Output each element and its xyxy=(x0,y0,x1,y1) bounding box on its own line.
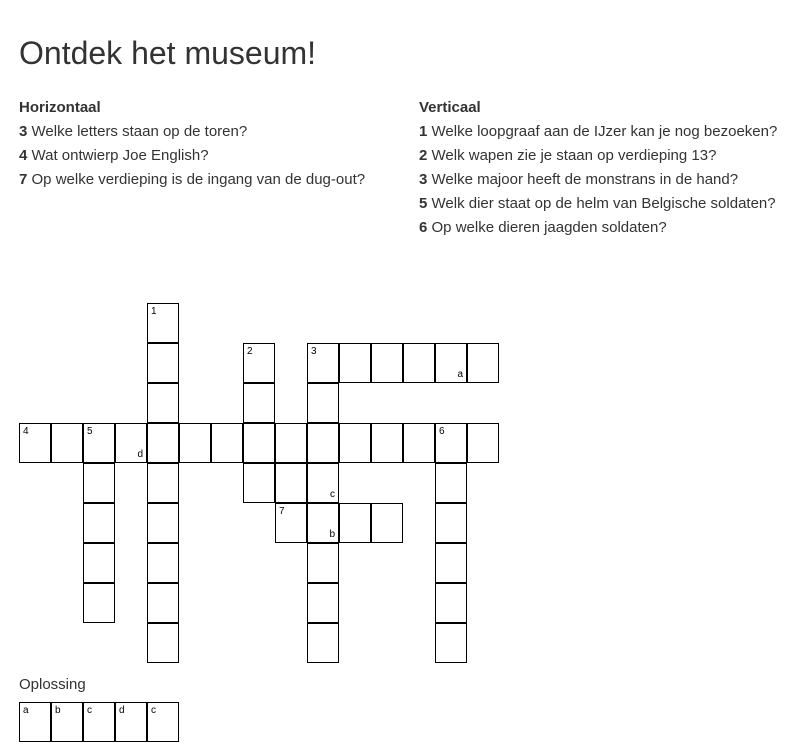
crossword-cell[interactable] xyxy=(307,503,339,543)
crossword-grid xyxy=(19,303,531,663)
crossword-cell[interactable] xyxy=(275,503,307,543)
crossword-cell[interactable] xyxy=(147,303,179,343)
crossword-cell[interactable] xyxy=(435,583,467,623)
clue-text: Welk wapen zie je staan op verdieping 13? xyxy=(431,147,717,164)
solution-cell[interactable] xyxy=(115,702,147,742)
crossword-cell[interactable] xyxy=(339,423,371,463)
solution-letter: c xyxy=(87,705,92,716)
crossword-cell[interactable] xyxy=(115,423,147,463)
crossword-cell[interactable] xyxy=(403,423,435,463)
horizontal-heading: Horizontaal xyxy=(19,99,101,116)
crossword-cell[interactable] xyxy=(243,463,275,503)
clue-start-number: 7 xyxy=(279,506,285,517)
clue-number: 5 xyxy=(419,195,428,212)
crossword-cell[interactable] xyxy=(435,463,467,503)
solution-cell[interactable] xyxy=(83,702,115,742)
clue-start-number: 6 xyxy=(439,426,445,437)
crossword-cell[interactable] xyxy=(243,423,275,463)
crossword-cell[interactable] xyxy=(435,623,467,663)
crossword-cell[interactable] xyxy=(467,343,499,383)
crossword-cell[interactable] xyxy=(371,503,403,543)
crossword-cell[interactable] xyxy=(403,343,435,383)
horizontal-clues xyxy=(19,96,409,192)
crossword-cell[interactable] xyxy=(339,343,371,383)
solution-cell[interactable] xyxy=(147,702,179,742)
crossword-cell[interactable] xyxy=(307,343,339,383)
clue-number: 3 xyxy=(19,123,28,140)
clue-horizontal-7 xyxy=(19,168,409,192)
clue-number: 2 xyxy=(419,147,428,164)
solution-cell[interactable] xyxy=(19,702,51,742)
crossword-cell[interactable] xyxy=(307,423,339,463)
crossword-cell[interactable] xyxy=(83,423,115,463)
clue-text: Welk dier staat op de helm van Belgische soldaten? xyxy=(431,195,776,212)
solution-letter: a xyxy=(23,705,29,716)
clue-horizontal-4 xyxy=(19,144,409,168)
clue-text: Op welke verdieping is de ingang van de dug-out? xyxy=(31,171,366,188)
solution-marker: b xyxy=(329,529,335,540)
crossword-cell[interactable] xyxy=(19,423,51,463)
clue-number: 4 xyxy=(19,147,28,164)
crossword-cell[interactable] xyxy=(147,503,179,543)
crossword-cell[interactable] xyxy=(83,463,115,503)
crossword-cell[interactable] xyxy=(147,463,179,503)
clue-vertical-6 xyxy=(419,216,779,240)
vertical-clues xyxy=(419,96,779,240)
clue-start-number: 5 xyxy=(87,426,93,437)
crossword-cell[interactable] xyxy=(307,383,339,423)
crossword-cell[interactable] xyxy=(307,583,339,623)
crossword-cell[interactable] xyxy=(147,383,179,423)
crossword-cell[interactable] xyxy=(467,423,499,463)
solution-marker: d xyxy=(137,449,143,460)
clue-vertical-1 xyxy=(419,120,779,144)
clue-text: Welke loopgraaf aan de IJzer kan je nog bezoeken? xyxy=(431,123,778,140)
solution-marker: a xyxy=(457,369,463,380)
crossword-cell[interactable] xyxy=(371,423,403,463)
clue-text: Welke majoor heeft de monstrans in de hand? xyxy=(431,171,739,188)
clue-text: Op welke dieren jaagden soldaten? xyxy=(431,219,667,236)
vertical-heading: Verticaal xyxy=(419,99,481,116)
crossword-cell[interactable] xyxy=(83,543,115,583)
clue-number: 3 xyxy=(419,171,428,188)
crossword-cell[interactable] xyxy=(435,423,467,463)
clue-start-number: 4 xyxy=(23,426,29,437)
clue-vertical-3 xyxy=(419,168,779,192)
crossword-cell[interactable] xyxy=(275,463,307,503)
crossword-cell[interactable] xyxy=(211,423,243,463)
crossword-cell[interactable] xyxy=(435,343,467,383)
clue-number: 7 xyxy=(19,171,28,188)
crossword-cell[interactable] xyxy=(51,423,83,463)
solution-letter: c xyxy=(151,705,156,716)
crossword-cell[interactable] xyxy=(435,503,467,543)
crossword-cell[interactable] xyxy=(147,343,179,383)
crossword-cell[interactable] xyxy=(307,543,339,583)
crossword-cell[interactable] xyxy=(147,543,179,583)
clue-vertical-2 xyxy=(419,144,779,168)
crossword-cell[interactable] xyxy=(179,423,211,463)
solution-cell[interactable] xyxy=(51,702,83,742)
clue-text: Welke letters staan op de toren? xyxy=(31,123,248,140)
crossword-cell[interactable] xyxy=(307,463,339,503)
clue-number: 6 xyxy=(419,219,428,236)
clue-horizontal-3 xyxy=(19,120,409,144)
solution-letter: b xyxy=(55,705,61,716)
crossword-cell[interactable] xyxy=(307,623,339,663)
crossword-cell[interactable] xyxy=(339,503,371,543)
clue-number: 1 xyxy=(419,123,428,140)
clue-start-number: 3 xyxy=(311,346,317,357)
clue-vertical-5 xyxy=(419,192,779,216)
clue-text: Wat ontwierp Joe English? xyxy=(31,147,209,164)
crossword-cell[interactable] xyxy=(275,423,307,463)
clue-start-number: 1 xyxy=(151,306,157,317)
crossword-cell[interactable] xyxy=(243,343,275,383)
crossword-cell[interactable] xyxy=(147,623,179,663)
crossword-cell[interactable] xyxy=(147,423,179,463)
crossword-cell[interactable] xyxy=(371,343,403,383)
page-title: Ontdek het museum! xyxy=(19,35,317,71)
clue-start-number: 2 xyxy=(247,346,253,357)
crossword-cell[interactable] xyxy=(83,583,115,623)
crossword-cell[interactable] xyxy=(147,583,179,623)
crossword-cell[interactable] xyxy=(435,543,467,583)
crossword-cell[interactable] xyxy=(83,503,115,543)
solution-label: Oplossing xyxy=(19,676,86,693)
solution-letter: d xyxy=(119,705,125,716)
solution-marker: c xyxy=(330,489,335,500)
crossword-cell[interactable] xyxy=(243,383,275,423)
